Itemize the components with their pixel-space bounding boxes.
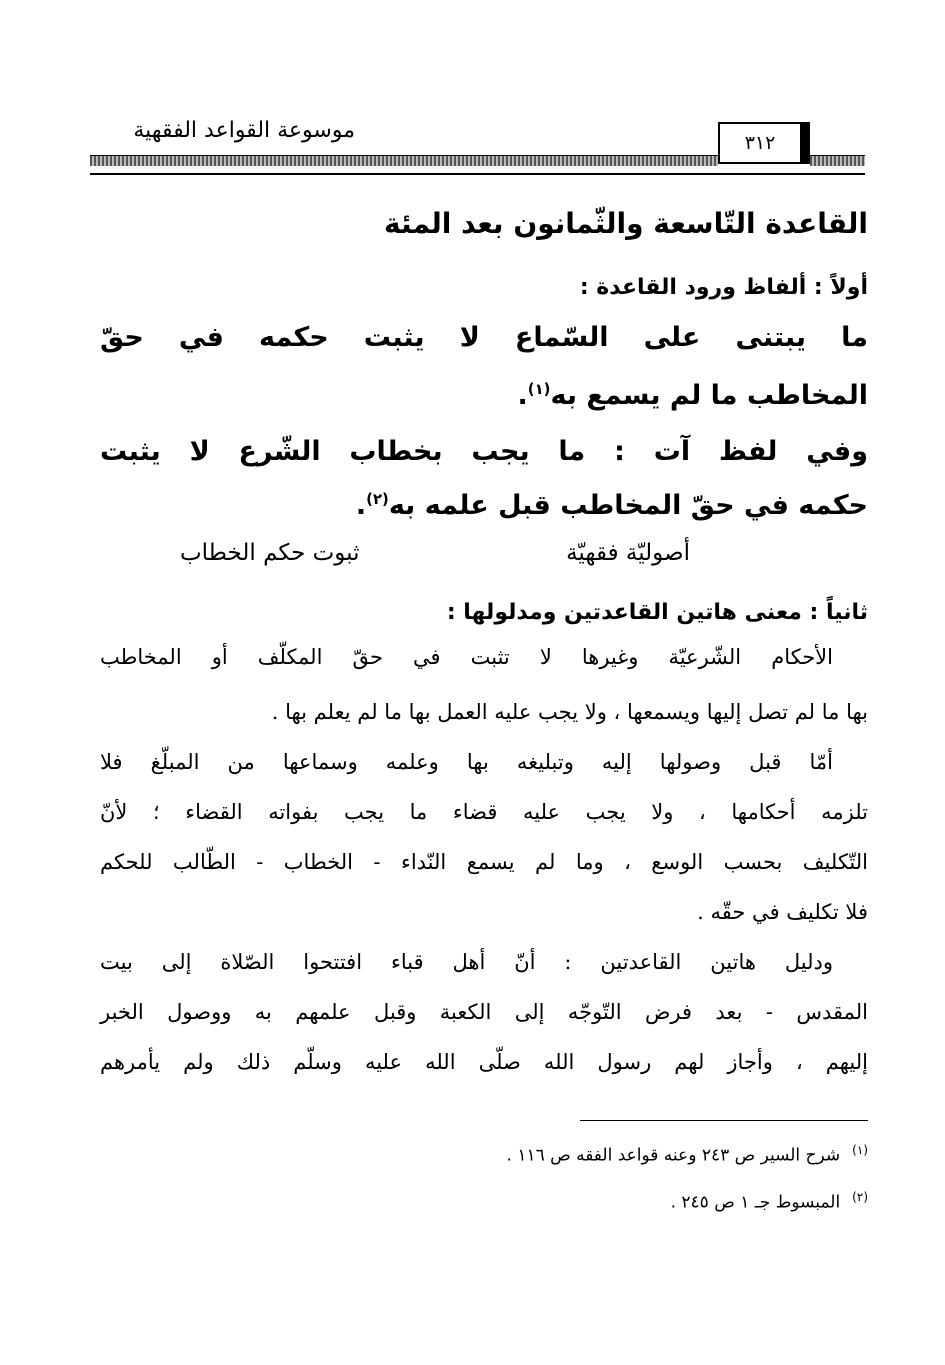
- paragraph-line: إليهم ، وأجاز لهم رسول الله صلّى الله عليه وسلّم ذلك ولم يأمرهم: [100, 1050, 868, 1074]
- page-number: ٣١٢: [718, 122, 810, 164]
- header-rule: [90, 173, 865, 175]
- section-1-title: أولاً : ألفاظ ورود القاعدة :: [579, 275, 868, 300]
- page-header: [90, 110, 865, 180]
- paragraph-line: الأحكام الشّرعيّة وغيرها لا تثبت في حقّ المكلّف أو المخاطب: [100, 645, 833, 669]
- paragraph-line: أمّا قبل وصولها إليه وتبليغه بها وعلمه وسماعها من المبلّغ فلا: [100, 750, 833, 774]
- alt-wording-line: حكمه في حقّ المخاطب قبل علمه به$^{(٢)}$.: [355, 490, 868, 521]
- paragraph-line: بها ما لم تصل إليها ويسمعها ، ولا يجب عليه العمل بها ما لم يعلم بها .: [271, 700, 868, 724]
- paragraph-line: التّكليف بحسب الوسع ، وما لم يسمع النّداء - الخطاب - الطّالب للحكم: [100, 850, 868, 874]
- footnote-mark: (١): [852, 1143, 868, 1157]
- alt-wording-line: وفي لفظ آت : ما يجب بخطاب الشّرع لا يثبت: [100, 436, 868, 467]
- paragraph-line: تلزمه أحكامها ، ولا يجب عليه قضاء ما يجب بفواته القضاء ؛ لأنّ: [100, 800, 868, 824]
- book-title: موسوعة القواعد الفقهية: [133, 118, 355, 143]
- paragraph-line: المقدس - بعد فرض التّوجّه إلى الكعبة وقبل علمهم به ووصول الخبر: [100, 1000, 868, 1024]
- paragraph-line: فلا تكليف في حقّه .: [697, 900, 868, 924]
- section-2-title: ثانياً : معنى هاتين القاعدتين ومدلولها :: [446, 600, 868, 625]
- rule-text-line: المخاطب ما لم يسمع به$^{(١)}$.: [517, 380, 868, 411]
- rule-topic: ثبوت حكم الخطاب: [180, 540, 360, 566]
- rule-title: القاعدة التّاسعة والثّمانون بعد المئة: [384, 207, 868, 240]
- footnote-separator: [580, 1120, 868, 1121]
- footnote-mark: (٢): [852, 1190, 868, 1204]
- footnote-ref: (١): [527, 380, 551, 398]
- rule-text-line: ما يبتنى على السّماع لا يثبت حكمه في حقّ: [100, 322, 868, 353]
- footnote: [100, 1190, 868, 1213]
- footnote-ref: (٢): [366, 490, 389, 508]
- footnote: [100, 1143, 868, 1166]
- footnote-text: شرح السير ص ٢٤٣ وعنه قواعد الفقه ص ١١٦ .: [506, 1145, 841, 1166]
- footnote-text: المبسوط جـ ١ ص ٢٤٥ .: [670, 1192, 841, 1213]
- paragraph-line: ودليل هاتين القاعدتين : أنّ أهل قباء افتتحوا الصّلاة إلى بيت: [100, 950, 833, 974]
- rule-tags: [180, 540, 690, 566]
- rule-category: أصوليّة فقهيّة: [566, 540, 690, 566]
